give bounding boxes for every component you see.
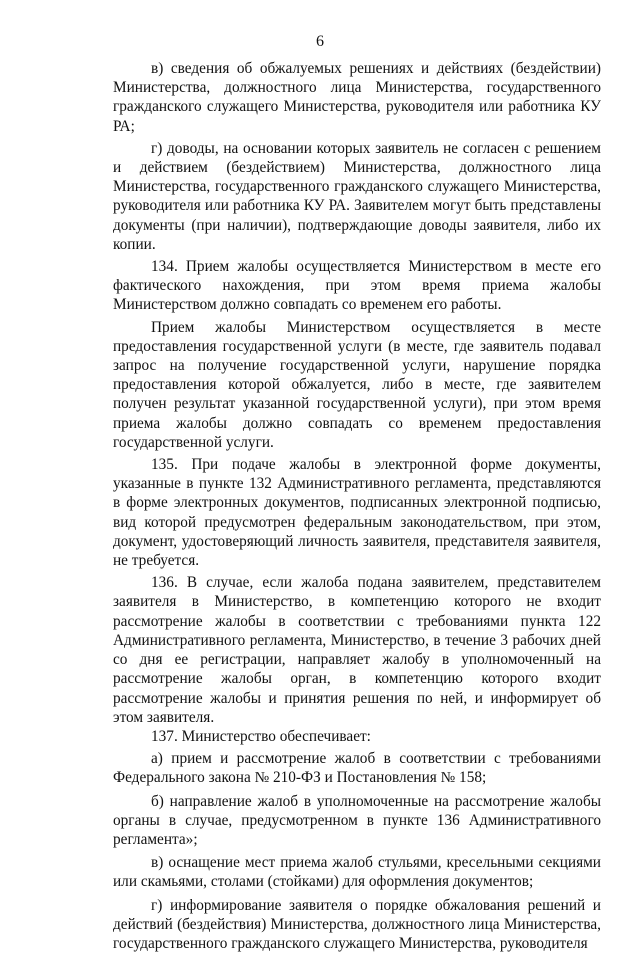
paragraph-136: 136. В случае, если жалоба подана заявителем, представителем заявителя в Министерство, в компетенцию которого не входит рассмотрение жалобы в соответствии с требованиями пункта 122 Административного регламента, Министерство, в течение 3 рабочих дней со дня ее регистрации, направляет жалобу в уполномоченный на рассмотрение жалобы орган, в компетенцию которого входит рассмотрение жалобы и принятия решения по ней, и информирует об этом заявителя. <box>113 574 601 726</box>
page-number: 6 <box>316 33 324 50</box>
paragraph-v-appeal-details: в) сведения об обжалуемых решениях и действиях (бездействии) Министерства, должностного лица Министерства, государственного гражданского служащего Министерства, руководителя или работника КУ РА; <box>113 60 601 135</box>
document-body <box>113 59 601 953</box>
paragraph-g-arguments: г) доводы, на основании которых заявитель не согласен с решением и действием (бездействием) Министерства, должностного лица Министерства, государственного гражданского служащего Министерства, руководителя или работника КУ РА. Заявителем могут быть представлены документы (при наличии), подтверждающие доводы заявителя, либо их копии. <box>113 139 601 253</box>
paragraph-134: 134. Прием жалобы осуществляется Министерством в месте его фактического нахождения, при этом время приема жалобы Министерством должно совпадать со временем его работы. <box>113 258 601 314</box>
paragraph-137: 137. Министерство обеспечивает: <box>151 727 371 745</box>
paragraph-137-a: а) прием и рассмотрение жалоб в соответствии с требованиями Федерального закона № 210-ФЗ и Постановления № 158; <box>113 750 601 787</box>
paragraph-137-v: в) оснащение мест приема жалоб стульями, кресельными секциями или скамьями, столами (стойками) для оформления документов; <box>113 854 601 891</box>
paragraph-137-g: г) информирование заявителя о порядке обжалования решений и действий (бездействия) Министерства, должностного лица Министерства, государственного гражданского служащего Министерства, руководителя <box>113 896 601 952</box>
paragraph-134-continued: Прием жалобы Министерством осуществляется в месте предоставления государственной услуги (в месте, где заявитель подавал запрос на получение государственной услуги, нарушение порядка предоставления которой обжалуется, либо в месте, где заявителем получен результат указанной государственной услуги), при этом время приема жалобы должно совпадать со временем предоставления государственной услуги. <box>113 318 601 451</box>
paragraph-137-b: б) направление жалоб в уполномоченные на рассмотрение жалобы органы в случае, предусмотренном в пункте 136 Административного регламента»; <box>113 792 601 848</box>
paragraph-135: 135. При подаче жалобы в электронной форме документы, указанные в пункте 132 Административного регламента, представляются в форме электронных документов, подписанных электронной подписью, вид которой предусмотрен федеральным законодательством, при этом, документ, удостоверяющий личность заявителя, представителя заявителя, не требуется. <box>113 456 601 570</box>
